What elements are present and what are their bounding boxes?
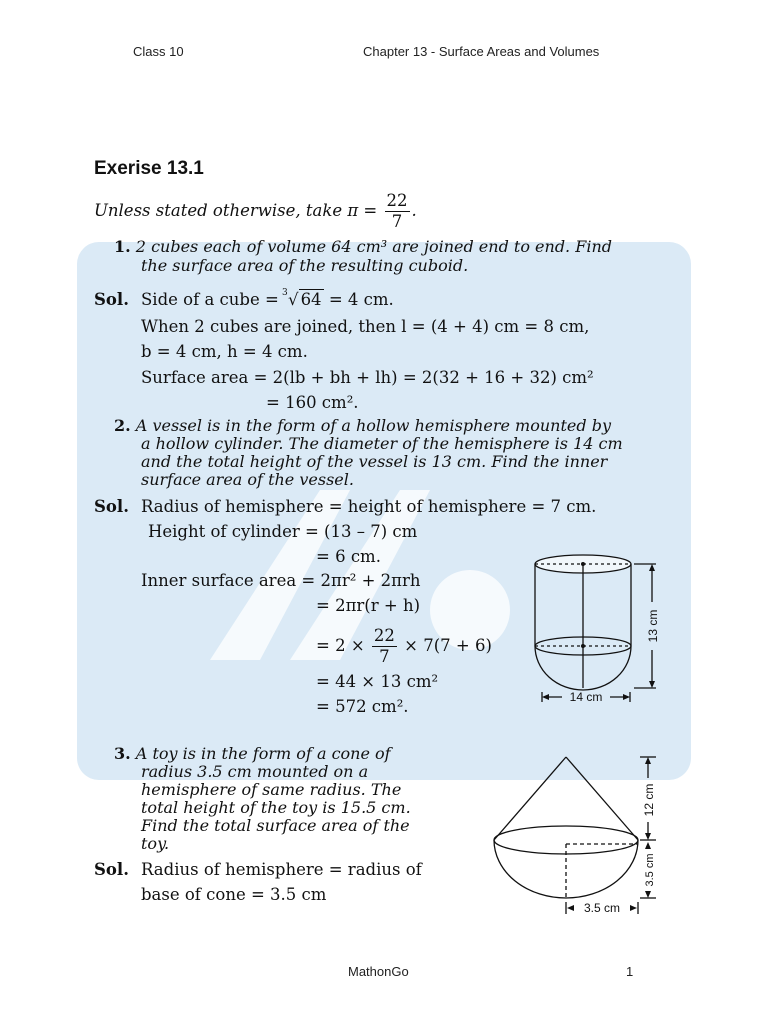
solution-text: = 4 cm. xyxy=(328,290,394,309)
question-3-line-2: radius 3.5 cm mounted on a xyxy=(141,762,369,781)
solution-text: × 7(7 + 6) xyxy=(404,636,492,655)
question-1-line-1: 2 cubes each of volume 64 cm³ are joined end to end. Find xyxy=(135,237,612,256)
question-3-line-1: A toy is in the form of a cone of xyxy=(135,744,391,763)
question-2-line-3: and the total height of the vessel is 13 cm. Find the inner xyxy=(141,452,608,471)
solution-2-line-6 xyxy=(316,626,492,667)
solution-1-line-5: = 160 cm². xyxy=(266,393,359,412)
solution-2-line-3: = 6 cm. xyxy=(316,547,381,566)
question-3-line-6: toy. xyxy=(141,834,170,853)
solution-text: Side of a cube = xyxy=(141,290,279,309)
pi-fraction-num: 22 xyxy=(386,191,408,210)
pi-note xyxy=(94,191,417,232)
question-number: 2. xyxy=(114,416,131,435)
question-number: 1. xyxy=(114,237,131,256)
question-2 xyxy=(114,417,611,435)
fraction xyxy=(372,626,397,667)
question-1-line-2: the surface area of the resulting cuboid. xyxy=(141,256,469,275)
solution-1-line-1 xyxy=(141,290,394,309)
solution-2-line-7: = 44 × 13 cm² xyxy=(316,672,439,691)
solution-3-line-1: Radius of hemisphere = radius of xyxy=(141,860,422,879)
question-2-line-2: a hollow cylinder. The diameter of the hemisphere is 14 cm xyxy=(141,434,623,453)
question-3 xyxy=(114,745,391,763)
question-3-line-4: total height of the toy is 15.5 cm. xyxy=(141,798,411,817)
pi-note-prefix: Unless stated otherwise, take π = xyxy=(94,201,378,220)
fig2-cone-height-label: 12 cm xyxy=(642,783,656,817)
pi-note-suffix: . xyxy=(411,201,417,220)
solution-3-line-2: base of cone = 3.5 cm xyxy=(141,885,327,904)
vessel-figure xyxy=(520,552,670,712)
solution-2-line-5: = 2πr(r + h) xyxy=(316,596,421,615)
solution-1-line-3: b = 4 cm, h = 4 cm. xyxy=(141,342,308,361)
solution-1-line-2: When 2 cubes are joined, then l = (4 + 4) cm = 8 cm, xyxy=(141,317,590,336)
solution-text: = 2 × xyxy=(316,636,365,655)
solution-2-line-1: Radius of hemisphere = height of hemisphere = 7 cm. xyxy=(141,497,597,516)
question-3-line-5: Find the total surface area of the xyxy=(141,816,410,835)
header-chapter-label: Chapter 13 - Surface Areas and Volumes xyxy=(363,44,600,59)
footer-page-number: 1 xyxy=(626,964,634,979)
cube-root-value: 64 xyxy=(300,290,322,309)
question-1 xyxy=(114,238,612,256)
cube-root: 3 √ 64 xyxy=(284,290,324,309)
question-2-line-1: A vessel is in the form of a hollow hemisphere mounted by xyxy=(135,416,611,435)
solution-2-line-2: Height of cylinder = (13 – 7) cm xyxy=(148,522,418,541)
header-class-label: Class 10 xyxy=(133,44,184,59)
fig1-width-label: 14 cm xyxy=(569,690,603,704)
sol-label: Sol. xyxy=(94,497,129,516)
sol-label: Sol. xyxy=(94,290,129,309)
fig2-radius-label: 3.5 cm xyxy=(583,901,621,915)
question-2-line-4: surface area of the vessel. xyxy=(141,470,354,489)
cube-root-index: 3 xyxy=(282,288,288,298)
pi-fraction xyxy=(385,191,410,232)
question-number: 3. xyxy=(114,744,131,763)
fraction-den: 7 xyxy=(379,647,390,666)
solution-2-line-8: = 572 cm². xyxy=(316,697,409,716)
toy-figure xyxy=(488,752,668,922)
fraction-num: 22 xyxy=(373,626,395,645)
solution-2-line-4: Inner surface area = 2πr² + 2πrh xyxy=(141,571,421,590)
fig1-height-label: 13 cm xyxy=(646,609,660,643)
exercise-title: Exerise 13.1 xyxy=(94,158,204,179)
footer-brand: MathonGo xyxy=(348,964,409,979)
sol-label: Sol. xyxy=(94,860,129,879)
fig2-hemi-height-label: 3.5 cm xyxy=(644,853,656,887)
solution-1-line-4: Surface area = 2(lb + bh + lh) = 2(32 + 16 + 32) cm² xyxy=(141,368,594,387)
pi-fraction-den: 7 xyxy=(391,212,403,231)
question-3-line-3: hemisphere of same radius. The xyxy=(141,780,402,799)
